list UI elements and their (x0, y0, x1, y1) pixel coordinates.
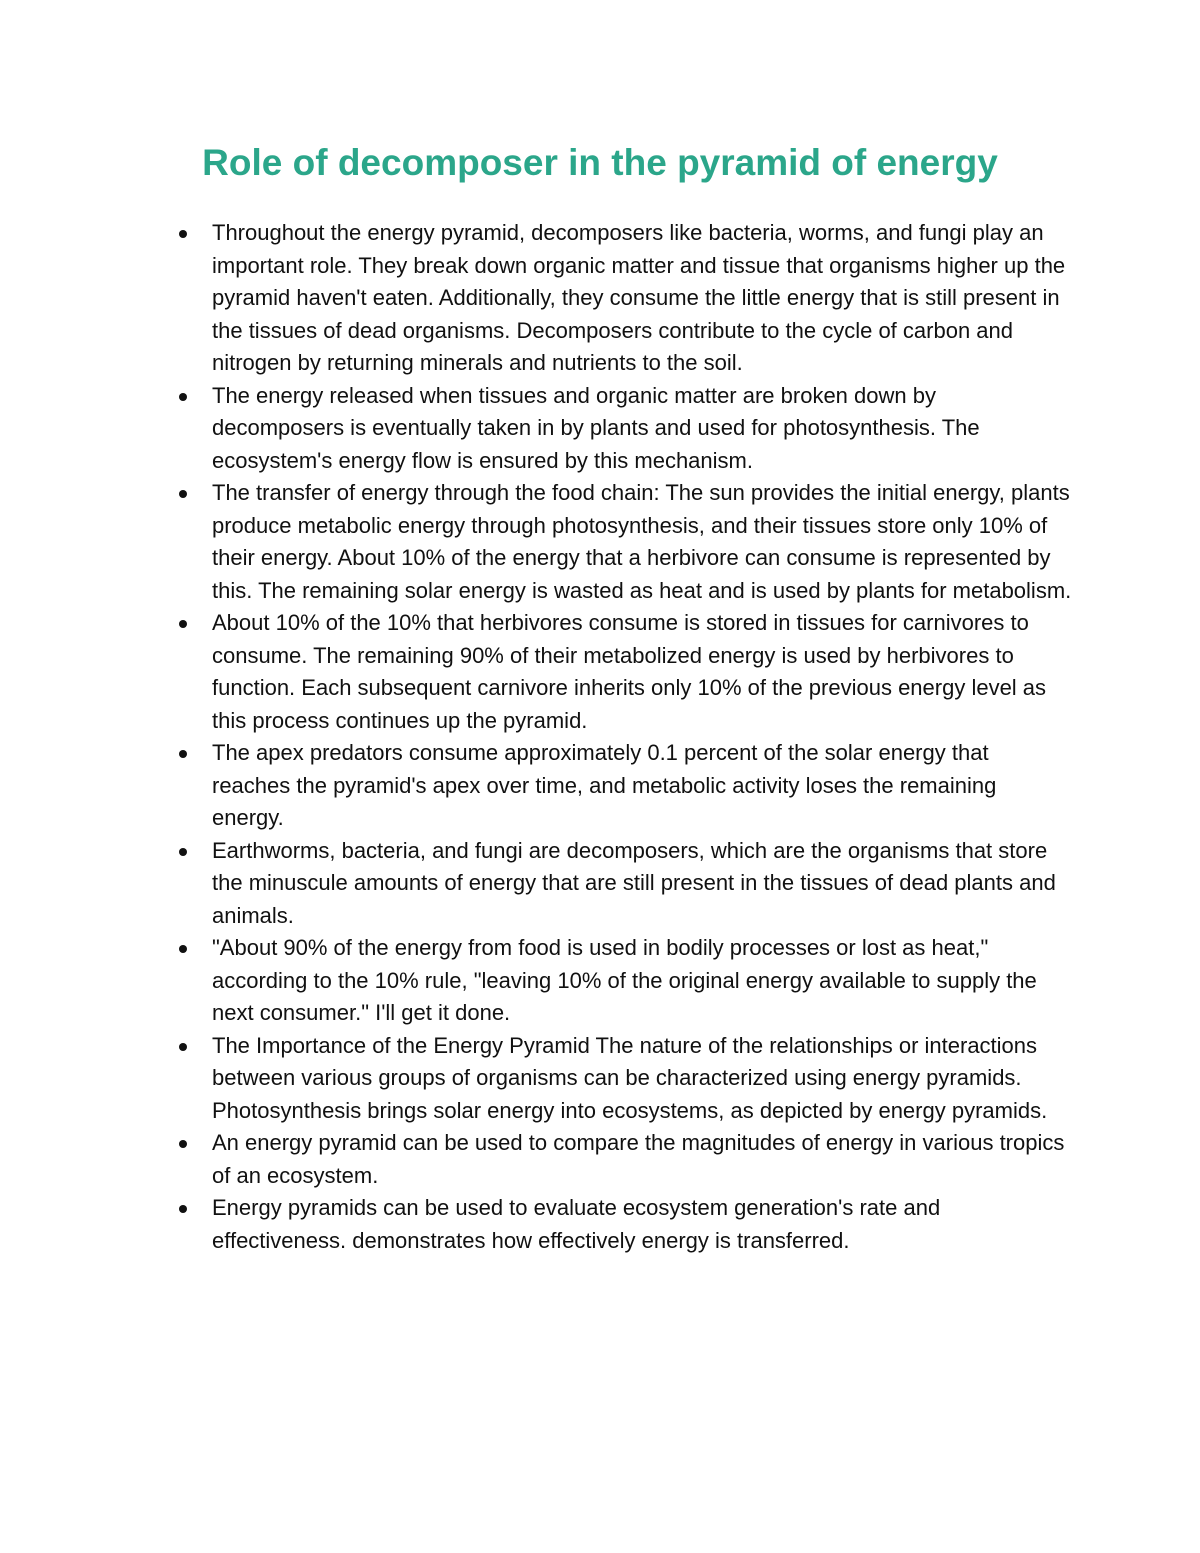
list-item-text: Energy pyramids can be used to evaluate ecosystem generation's rate and effectiveness. demonstrates how effectively energy is transferred. (212, 1195, 941, 1253)
list-item-text: Earthworms, bacteria, and fungi are decomposers, which are the organisms that store the minuscule amounts of energy that are still present in the tissues of dead plants and animals. (212, 837, 1056, 928)
bullet-dot-icon (179, 1205, 187, 1213)
list-item (212, 835, 1072, 933)
bullet-dot-icon (179, 750, 187, 758)
bullet-dot-icon (179, 1140, 187, 1148)
bullet-list (212, 217, 1072, 1257)
list-item (212, 607, 1072, 737)
list-item-text: "About 90% of the energy from food is used in bodily processes or lost as heat," according to the 10% rule, "leaving 10% of the original energy available to supply the next consumer." I'll get it done. (212, 935, 1037, 1025)
page-title: Role of decomposer in the pyramid of energy (202, 142, 998, 183)
list-item-text: Throughout the energy pyramid, decomposers like bacteria, worms, and fungi play an important role. They break down organic matter and tissue that organisms higher up the pyramid haven't eaten. Additionally, they consume the little energy that is still present in the tissues of dead organisms. Decomposers contribute to the cycle of carbon and nitrogen by returning minerals and nutrients to the soil. (212, 220, 1066, 375)
list-item-text: An energy pyramid can be used to compare the magnitudes of energy in various tropics of an ecosystem. (212, 1130, 1065, 1188)
list-item-text: The energy released when tissues and organic matter are broken down by decomposers is eventually taken in by plants and used for photosynthesis. The ecosystem's energy flow is ensured by this mechanism. (212, 382, 980, 473)
bullet-dot-icon (179, 1043, 187, 1051)
list-item (212, 737, 1072, 835)
bullet-dot-icon (179, 945, 187, 953)
list-item (212, 1192, 1072, 1257)
list-item (212, 217, 1072, 380)
list-item (212, 1127, 1072, 1192)
list-item (212, 1030, 1072, 1128)
list-item-text: About 10% of the 10% that herbivores consume is stored in tissues for carnivores to consume. The remaining 90% of their metabolized energy is used by herbivores to function. Each subsequent carnivore inherits only 10% of the previous energy level as this process continues up the pyramid. (212, 610, 1047, 733)
list-item (212, 380, 1072, 478)
bullet-dot-icon (179, 848, 187, 856)
bullet-dot-icon (179, 620, 187, 628)
list-item-text: The transfer of energy through the food chain: The sun provides the initial energy, plants produce metabolic energy through photosynthesis, and their tissues store only 10% of their energy. About 10% of the energy that a herbivore can consume is represented by this. The remaining solar energy is wasted as heat and is used by plants for metabolism. (212, 480, 1072, 603)
list-item (212, 932, 1072, 1030)
bullet-dot-icon (179, 490, 187, 498)
bullet-dot-icon (179, 393, 187, 401)
list-item-text: The Importance of the Energy Pyramid The nature of the relationships or interactions between various groups of organisms can be characterized using energy pyramids. Photosynthesis brings solar energy into ecosystems, as depicted by energy pyramids. (212, 1032, 1048, 1123)
bullet-dot-icon (179, 230, 187, 238)
list-item (212, 477, 1072, 607)
list-item-text: The apex predators consume approximately 0.1 percent of the solar energy that reaches the pyramid's apex over time, and metabolic activity loses the remaining energy. (212, 740, 997, 830)
